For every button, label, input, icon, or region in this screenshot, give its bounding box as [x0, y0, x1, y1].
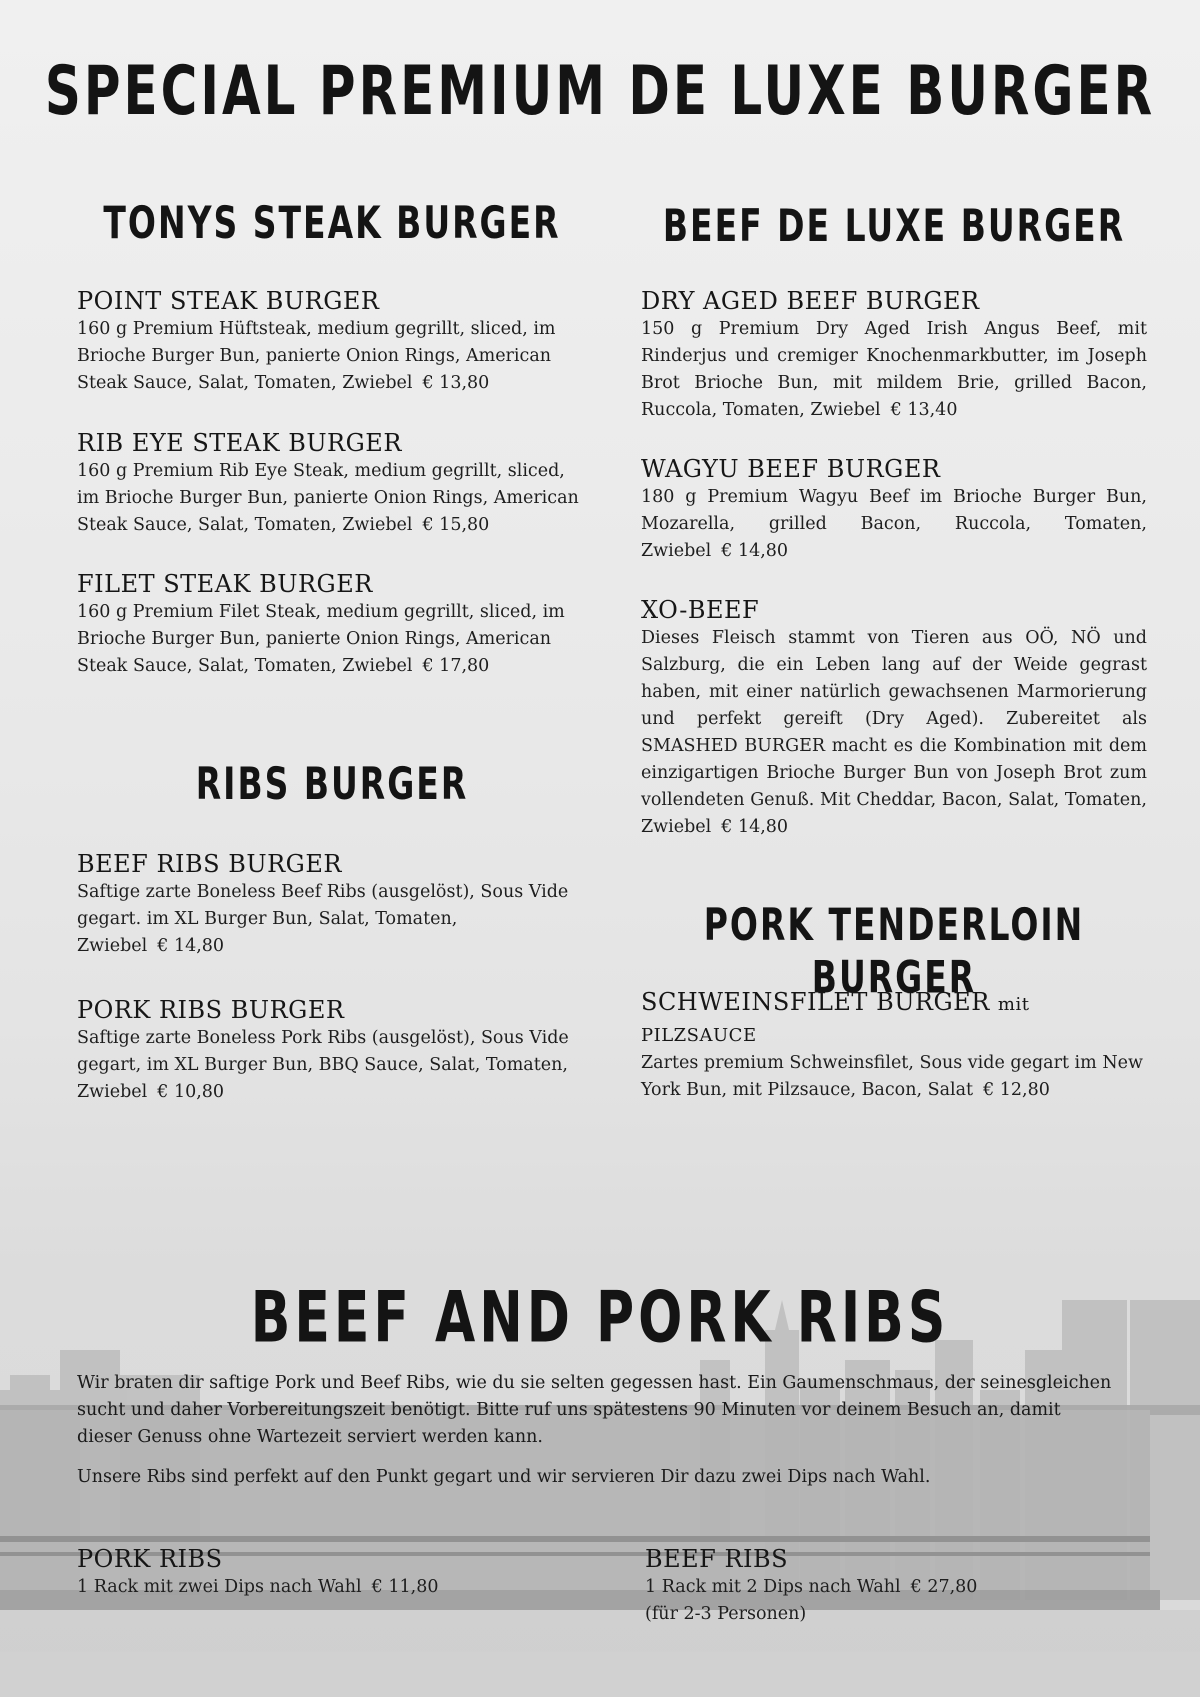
item-name: POINT STEAK BURGER: [77, 287, 380, 315]
ribs-intro-text-2: Unsere Ribs sind perfekt auf den Punkt gegart und wir servieren Dir dazu zwei Dips nach Wahl.: [77, 1467, 931, 1487]
city-skyline-photo: [0, 1300, 1200, 1697]
menu-item: [641, 988, 1147, 1104]
item-price: € 13,40: [890, 400, 958, 420]
item-description: 160 g Premium Rib Eye Steak, medium gegrillt, sliced, im Brioche Burger Bun, panierte Onion Rings, American Steak Sauce, Salat, Tomaten, Zwiebel € 15,80: [77, 461, 579, 535]
menu-item: [77, 996, 587, 1106]
item-note: (für 2-3 Personen): [645, 1604, 807, 1624]
item-description: Saftige zarte Boneless Pork Ribs (ausgelöst), Sous Vide gegart, im XL Burger Bun, BBQ Sauce, Salat, Tomaten, Zwiebel € 10,80: [77, 1028, 569, 1102]
menu-item: [77, 1545, 587, 1601]
section-title-tonys: TONYS STEAK BURGER: [103, 196, 561, 249]
item-price: € 14,80: [721, 817, 789, 837]
section-title-pork-tenderloin: PORK TENDERLOIN BURGER: [703, 898, 1085, 1004]
menu-item: [77, 429, 587, 539]
item-description: 1 Rack mit zwei Dips nach Wahl € 11,80: [77, 1577, 439, 1597]
item-price: € 17,80: [422, 656, 490, 676]
item-price: € 11,80: [371, 1577, 439, 1597]
item-name: RIB EYE STEAK BURGER: [77, 429, 402, 457]
menu-item: [641, 287, 1147, 424]
main-title: SPECIAL PREMIUM DE LUXE BURGER: [44, 52, 1156, 131]
menu-item: [641, 596, 1147, 841]
item-name: PORK RIBS BURGER: [77, 996, 345, 1024]
item-description: 150 g Premium Dry Aged Irish Angus Beef, mit Rinderjus und cremiger Knochenmarkbutter, im Joseph Brot Brioche Bun, mit mildem Brie, grilled Bacon, Ruccola, Tomaten, Zwiebel € 13,40: [641, 319, 1147, 420]
ribs-intro-text: Wir braten dir saftige Pork und Beef Ribs, wie du sie selten gegessen hast. Ein Gaumenschmaus, der seinesgleichen sucht und daher Vorbereitungszeit benötigt. Bitte ruf uns spätestens 90 Minuten vor deinem Besuch an, damit dieser Genuss ohne Wartezeit serviert werden kann.: [77, 1373, 1112, 1447]
item-name-suffix: mit PILZSAUCE: [641, 994, 1030, 1046]
item-name: DRY AGED BEEF BURGER: [641, 287, 980, 315]
menu-item: [77, 287, 587, 397]
menu-item: [645, 1545, 1151, 1628]
menu-item: [77, 850, 587, 960]
item-description: 180 g Premium Wagyu Beef im Brioche Burger Bun, Mozarella, grilled Bacon, Ruccola, Tomaten, Zwiebel € 14,80: [641, 487, 1147, 561]
item-price: € 14,80: [157, 936, 225, 956]
section-title-beef-de-luxe: BEEF DE LUXE BURGER: [662, 199, 1126, 252]
item-name: SCHWEINSFILET BURGER mit PILZSAUCE: [641, 988, 1030, 1046]
item-description: Zartes premium Schweinsfilet, Sous vide gegart im New York Bun, mit Pilzsauce, Bacon, Salat € 12,80: [641, 1053, 1143, 1100]
item-name: WAGYU BEEF BURGER: [641, 455, 941, 483]
menu-item: [77, 570, 587, 680]
menu-item: [641, 455, 1147, 565]
section-title-ribs: BEEF AND PORK RIBS: [250, 1278, 950, 1359]
item-description: 160 g Premium Hüftsteak, medium gegrillt, sliced, im Brioche Burger Bun, panierte Onion Rings, American Steak Sauce, Salat, Tomaten, Zwiebel € 13,80: [77, 319, 556, 393]
item-price: € 12,80: [983, 1080, 1050, 1100]
item-name: PORK RIBS: [77, 1545, 223, 1573]
item-name: BEEF RIBS BURGER: [77, 850, 342, 878]
item-name: BEEF RIBS: [645, 1545, 789, 1573]
item-description: Saftige zarte Boneless Beef Ribs (ausgelöst), Sous Vide gegart. im XL Burger Bun, Salat, Tomaten, Zwiebel € 14,80: [77, 882, 569, 956]
item-description: Dieses Fleisch stammt von Tieren aus OÖ, NÖ und Salzburg, die ein Leben lang auf der Weide gegrast haben, mit einer natürlich gewachsenen Marmorierung und perfekt gereift (Dry Aged). Zubereitet als SMASHED BURGER macht es die Kombination mit dem einzigartigen Brioche Burger Bun von Joseph Brot zum vollendeten Genuß. Mit Cheddar, Bacon, Salat, Tomaten, Zwiebel € 14,80: [641, 628, 1147, 837]
item-name: XO-BEEF: [641, 596, 760, 624]
item-name: FILET STEAK BURGER: [77, 570, 373, 598]
section-title-ribs-burger: RIBS BURGER: [195, 757, 469, 810]
item-price: € 13,80: [422, 373, 490, 393]
item-price: € 14,80: [721, 541, 789, 561]
item-price: € 15,80: [422, 515, 490, 535]
item-description: 1 Rack mit 2 Dips nach Wahl € 27,80 (für 2-3 Personen): [645, 1577, 978, 1624]
item-description: 160 g Premium Filet Steak, medium gegrillt, sliced, im Brioche Burger Bun, panierte Onion Rings, American Steak Sauce, Salat, Tomaten, Zwiebel € 17,80: [77, 602, 565, 676]
item-price: € 27,80: [910, 1577, 978, 1597]
item-price: € 10,80: [157, 1082, 225, 1102]
